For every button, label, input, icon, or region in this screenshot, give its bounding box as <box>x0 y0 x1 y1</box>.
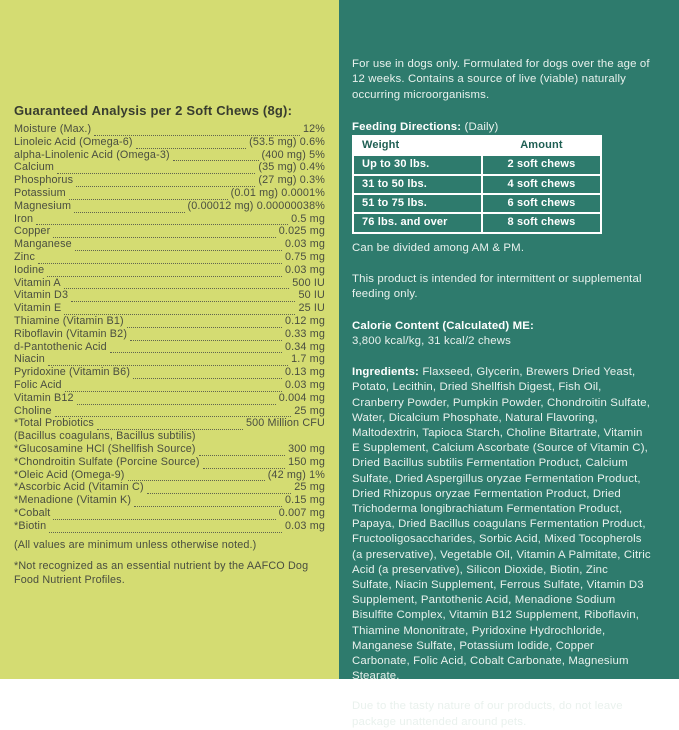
analysis-row <box>14 430 325 443</box>
directions-panel <box>339 0 679 728</box>
amount-column-header: Amount <box>483 137 600 154</box>
dotted-leader <box>71 298 295 303</box>
calorie-content-heading: Calorie Content (Calculated) ME: <box>352 319 534 332</box>
analysis-nutrient-value: (400 mg) 5% <box>261 148 325 161</box>
analysis-nutrient-name: Pyridoxine (Vitamin B6) <box>14 366 131 379</box>
minimum-values-note: (All values are minimum unless otherwise noted.) <box>14 538 257 551</box>
analysis-row <box>14 200 325 213</box>
dotted-leader <box>57 170 255 175</box>
feeding-directions-heading <box>352 120 651 135</box>
dotted-leader <box>110 349 282 354</box>
analysis-nutrient-name: *Glucosamine HCl (Shellfish Source) <box>14 442 196 455</box>
analysis-row <box>14 507 325 520</box>
analysis-nutrient-value: 25 mg <box>294 481 325 494</box>
dotted-leader <box>173 157 259 162</box>
analysis-row <box>14 494 325 507</box>
dotted-leader <box>47 272 282 277</box>
analysis-row <box>14 123 325 136</box>
analysis-nutrient-name: *Chondroitin Sulfate (Porcine Source) <box>14 455 200 468</box>
analysis-row <box>14 149 325 162</box>
weight-cell: Up to 30 lbs. <box>354 156 481 173</box>
analysis-row <box>14 187 325 200</box>
analysis-nutrient-value: (42 mg) 1% <box>267 468 325 481</box>
dotted-leader <box>75 246 282 251</box>
analysis-row <box>14 481 325 494</box>
usage-intro: For use in dogs only. Formulated for dogs over the age of 12 weeks. Contains a source of live (viable) naturally occurring microorganisms. <box>352 58 650 101</box>
analysis-nutrient-name: Vitamin A <box>14 276 61 289</box>
analysis-row <box>14 238 325 251</box>
analysis-row <box>14 136 325 149</box>
dotted-leader <box>134 502 282 507</box>
analysis-row <box>14 405 325 418</box>
analysis-nutrient-value: 25 IU <box>298 302 325 315</box>
analysis-nutrient-value: 25 mg <box>294 404 325 417</box>
analysis-row <box>14 213 325 226</box>
analysis-nutrient-value: 1.7 mg <box>291 353 325 366</box>
weight-column-header: Weight <box>354 137 481 154</box>
dotted-leader <box>38 259 282 264</box>
analysis-row <box>14 264 325 277</box>
guaranteed-analysis-heading: Guaranteed Analysis per 2 Soft Chews (8g): <box>14 103 293 118</box>
analysis-nutrient-value: 0.007 mg <box>278 506 325 519</box>
analysis-nutrient-name: Potassium <box>14 186 66 199</box>
analysis-nutrient-name: Riboflavin (Vitamin B2) <box>14 327 128 340</box>
analysis-nutrient-value: 500 Million CFU <box>245 417 325 430</box>
analysis-row <box>14 251 325 264</box>
analysis-nutrient-name: Vitamin E <box>14 302 62 315</box>
feeding-table-header-row <box>354 137 600 154</box>
analysis-nutrient-name: Calcium <box>14 161 55 174</box>
analysis-nutrient-value: 0.13 mg <box>284 366 325 379</box>
ingredients-paragraph <box>352 365 651 684</box>
analysis-row <box>14 379 325 392</box>
amount-cell: 6 soft chews <box>483 195 600 212</box>
dotted-leader <box>127 323 282 328</box>
analysis-nutrient-value: 150 mg <box>288 455 325 468</box>
analysis-row <box>14 328 325 341</box>
feeding-table-row <box>354 195 600 212</box>
analysis-nutrient-name: *Total Probiotics <box>14 417 94 430</box>
feeding-table-row <box>354 214 600 231</box>
analysis-nutrient-value: (0.00012 mg) 0.00000038% <box>187 199 325 212</box>
guaranteed-analysis-panel <box>0 0 339 679</box>
analysis-nutrient-name: Magnesium <box>14 199 72 212</box>
analysis-nutrient-value: (0.01 mg) 0.0001% <box>230 186 325 199</box>
analysis-row <box>14 161 325 174</box>
feeding-directions-frequency: (Daily) <box>464 120 499 133</box>
analysis-nutrient-name: *Cobalt <box>14 506 51 519</box>
analysis-row <box>14 289 325 302</box>
intermittent-feeding-note: This product is intended for intermittent or supplemental feeding only. <box>352 272 642 301</box>
divide-note: Can be divided among AM & PM. <box>352 241 525 254</box>
feeding-table-head <box>354 137 600 154</box>
dotted-leader <box>77 400 276 405</box>
weight-cell: 51 to 75 lbs. <box>354 195 481 212</box>
analysis-nutrient-name: Linoleic Acid (Omega-6) <box>14 135 133 148</box>
analysis-nutrient-value: 0.34 mg <box>284 340 325 353</box>
analysis-nutrient-name: Thiamine (Vitamin B1) <box>14 314 124 327</box>
analysis-nutrient-name: Manganese <box>14 238 72 251</box>
analysis-nutrient-value: 0.75 mg <box>284 250 325 263</box>
analysis-row <box>14 469 325 482</box>
analysis-row <box>14 520 325 533</box>
analysis-row <box>14 443 325 456</box>
analysis-nutrient-name: Zinc <box>14 250 35 263</box>
analysis-row <box>14 366 325 379</box>
analysis-nutrient-value: 0.15 mg <box>284 494 325 507</box>
dotted-leader <box>147 490 292 495</box>
analysis-nutrient-name: *Ascorbic Acid (Vitamin C) <box>14 481 144 494</box>
dotted-leader <box>199 451 285 456</box>
analysis-nutrient-name: Iron <box>14 212 34 225</box>
analysis-nutrient-value: 0.03 mg <box>284 238 325 251</box>
package-warning: Due to the tasty nature of our products, do not leave package unattended around pets. <box>352 700 623 728</box>
analysis-row <box>14 277 325 290</box>
feeding-table-row <box>354 176 600 193</box>
analysis-row <box>14 302 325 315</box>
analysis-row <box>14 353 325 366</box>
amount-cell: 4 soft chews <box>483 176 600 193</box>
analysis-nutrient-value: 0.33 mg <box>284 327 325 340</box>
analysis-row <box>14 225 325 238</box>
feeding-table-row <box>354 156 600 173</box>
analysis-nutrient-value: 300 mg <box>288 442 325 455</box>
analysis-nutrient-name: Vitamin D3 <box>14 289 69 302</box>
dotted-leader <box>49 528 282 533</box>
aafco-note: *Not recognized as an essential nutrient by the AAFCO Dog Food Nutrient Profiles. <box>14 560 309 587</box>
amount-cell: 8 soft chews <box>483 214 600 231</box>
analysis-row <box>14 417 325 430</box>
dotted-leader <box>64 285 290 290</box>
analysis-row <box>14 456 325 469</box>
analysis-nutrient-value: 0.03 mg <box>284 519 325 532</box>
analysis-nutrient-value: (53.5 mg) 0.6% <box>249 135 325 148</box>
dotted-leader <box>76 182 255 187</box>
weight-cell: 31 to 50 lbs. <box>354 176 481 193</box>
analysis-nutrient-value: 0.5 mg <box>291 212 325 225</box>
analysis-nutrient-value: 12% <box>302 123 325 135</box>
ingredients-text: Flaxseed, Glycerin, Brewers Dried Yeast, Potato, Lecithin, Dried Shellfish Digest, Fish Oil, Cranberry Powder, Pumpkin Powder, Chondroitin Sulfate, Water, Dicalcium Phosphate, Natural Flavoring, Maltodextrin, Tapioca Starch, Choline Bitartrate, Vitamin E Supplement, Calcium Ascorbate (Source of Vitamin C), Dried Bacillus subtilis Fermentation Product, Calcium Sulfate, Dried Aspergillus oryzae Fermentation Product, Dried Rhizopus oryzae Fermentation Product, Dried Trichoderma longibrachiatum Fermentation Product, Papaya, Dried Bacillus coagulans Fermentation Product, Fructooligosaccharides, Sorbic Acid, Mixed Tocopherols (a preservative), Vegetable Oil, Vitamin A Palmitate, Citric Acid (a preservative), Silicon Dioxide, Biotin, Zinc Sulfate, Niacin Supplement, Ferrous Sulfate, Vitamin D3 Supplement, Pantothenic Acid, Menadione Sodium Bisulfite Complex, Vitamin B12 Supplement, Riboflavin, Thiamine Mononitrate, Pyridoxine Hydrochloride, Manganese Sulfate, Potassium Iodide, Copper Carbonate, Folic Acid, Cobalt Carbonate, Magnesium Stearate. <box>352 366 651 683</box>
analysis-nutrient-name: d-Pantothenic Acid <box>14 340 107 353</box>
analysis-nutrient-name: alpha-Linolenic Acid (Omega-3) <box>14 148 170 161</box>
dotted-leader <box>53 515 275 520</box>
analysis-nutrient-name: Folic Acid <box>14 378 62 391</box>
analysis-nutrient-value: 0.03 mg <box>284 378 325 391</box>
analysis-nutrient-value: 50 IU <box>298 289 325 302</box>
analysis-nutrient-name: *Biotin <box>14 519 47 532</box>
feeding-table-body <box>354 156 600 231</box>
analysis-row <box>14 315 325 328</box>
analysis-row <box>14 341 325 354</box>
analysis-nutrient-name: Phosphorus <box>14 174 74 187</box>
analysis-nutrient-value: 0.004 mg <box>278 391 325 404</box>
analysis-nutrient-value: 0.025 mg <box>278 225 325 238</box>
feeding-directions-table <box>352 135 602 233</box>
analysis-nutrient-name: (Bacillus coagulans, Bacillus subtilis) <box>14 430 196 443</box>
calorie-content-value: 3,800 kcal/kg, 31 kcal/2 chews <box>352 334 511 347</box>
feeding-directions-label: Feeding Directions: <box>352 120 462 133</box>
analysis-nutrient-name: Niacin <box>14 353 45 366</box>
analysis-nutrient-value: (35 mg) 0.4% <box>258 161 325 174</box>
analysis-nutrient-value: (27 mg) 0.3% <box>258 174 325 187</box>
analysis-nutrient-name: Moisture (Max.) <box>14 123 92 135</box>
analysis-nutrient-name: Vitamin B12 <box>14 391 74 404</box>
weight-cell: 76 lbs. and over <box>354 214 481 231</box>
analysis-row <box>14 174 325 187</box>
dotted-leader <box>128 477 265 482</box>
amount-cell: 2 soft chews <box>483 156 600 173</box>
dotted-leader <box>133 374 282 379</box>
dotted-leader <box>53 234 275 239</box>
analysis-row <box>14 392 325 405</box>
analysis-nutrient-name: *Menadione (Vitamin K) <box>14 494 132 507</box>
analysis-nutrient-value: 0.12 mg <box>284 314 325 327</box>
analysis-nutrient-value: 0.03 mg <box>284 263 325 276</box>
analysis-nutrient-name: Copper <box>14 225 51 238</box>
analysis-nutrient-name: Iodine <box>14 263 45 276</box>
analysis-nutrient-name: *Oleic Acid (Omega-9) <box>14 468 125 481</box>
analysis-nutrient-value: 500 IU <box>292 276 325 289</box>
dotted-leader <box>36 221 288 226</box>
analysis-nutrient-name: Choline <box>14 404 52 417</box>
dotted-leader <box>130 336 282 341</box>
ingredients-label: Ingredients: <box>352 366 419 379</box>
dotted-leader <box>74 208 184 213</box>
dotted-leader <box>65 387 282 392</box>
guaranteed-analysis-list <box>14 123 325 533</box>
